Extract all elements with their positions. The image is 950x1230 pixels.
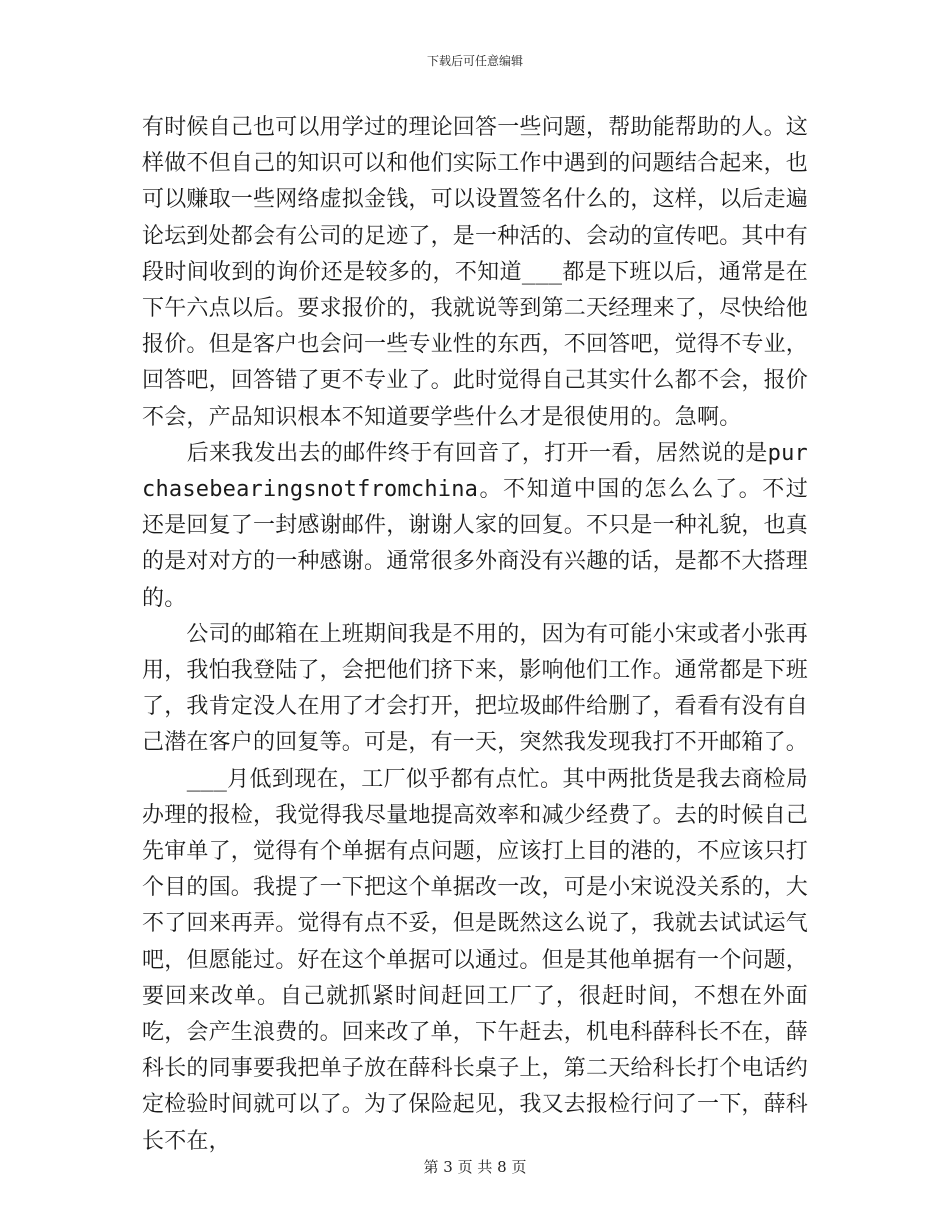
page-header: 下载后可任意编辑 (426, 54, 523, 68)
paragraph: 后来我发出去的邮件终于有回音了，打开一看，居然说的是purchasebearingsnotfromchina。不知道中国的怎么么了。不过还是回复了一封感谢邮件，谢谢人家的回复。不只是一种礼貌，也真的是对对方的一种感谢。通常很多外商没有兴趣的话，是都不大搭理的。 (142, 440, 809, 611)
document-body (142, 110, 808, 1160)
paragraph: 有时候自己也可以用学过的理论回答一些问题，帮助能帮助的人。这样做不但自己的知识可以和他们实际工作中遇到的问题结合起来，也可以赚取一些网络虚拟金钱，可以设置签名什么的，这样，以后走遍论坛到处都会有公司的足迹了，是一种活的、会动的宣传吧。其中有段时间收到的询价还是较多的，不知道___都是下班以后，通常是在下午六点以后。要求报价的，我就说等到第二天经理来了，尽快给他报价。但是客户也会问一些专业性的东西，不回答吧，觉得不专业，回答吧，回答错了更不专业了。此时觉得自己其实什么都不会，报价不会，产品知识根本不知道要学些什么才是很使用的。急啊。 (142, 115, 809, 430)
page-number: 第 3 页 共 8 页 (423, 1158, 527, 1176)
paragraph: ___月低到现在，工厂似乎都有点忙。其中两批货是我去商检局办理的报检，我觉得我尽量地提高效率和减少经费了。去的时候自己先审单了，觉得有个单据有点问题，应该打上目的港的，不应该只打个目的国。我提了一下把这个单据改一改，可是小宋说没关系的，大不了回来再弄。觉得有点不妥，但是既然这么说了，我就去试试运气吧，但愿能过。好在这个单据可以通过。但是其他单据有一个问题，要回来改单。自己就抓紧时间赶回工厂了，很赶时间，不想在外面吃，会产生浪费的。回来改了单，下午赶去，机电科薛科长不在，薛科长的同事要我把单子放在薛科长桌子上，第二天给科长打个电话约定检验时间就可以了。为了保险起见，我又去报检行问了一下，薛科长不在， (142, 766, 809, 1154)
paragraph: 公司的邮箱在上班期间我是不用的，因为有可能小宋或者小张再用，我怕我登陆了，会把他们挤下来，影响他们工作。通常都是下班了，我肯定没人在用了才会打开，把垃圾邮件给删了，看看有没有自己潜在客户的回复等。可是，有一天，突然我发现我打不开邮箱了。 (142, 621, 809, 756)
